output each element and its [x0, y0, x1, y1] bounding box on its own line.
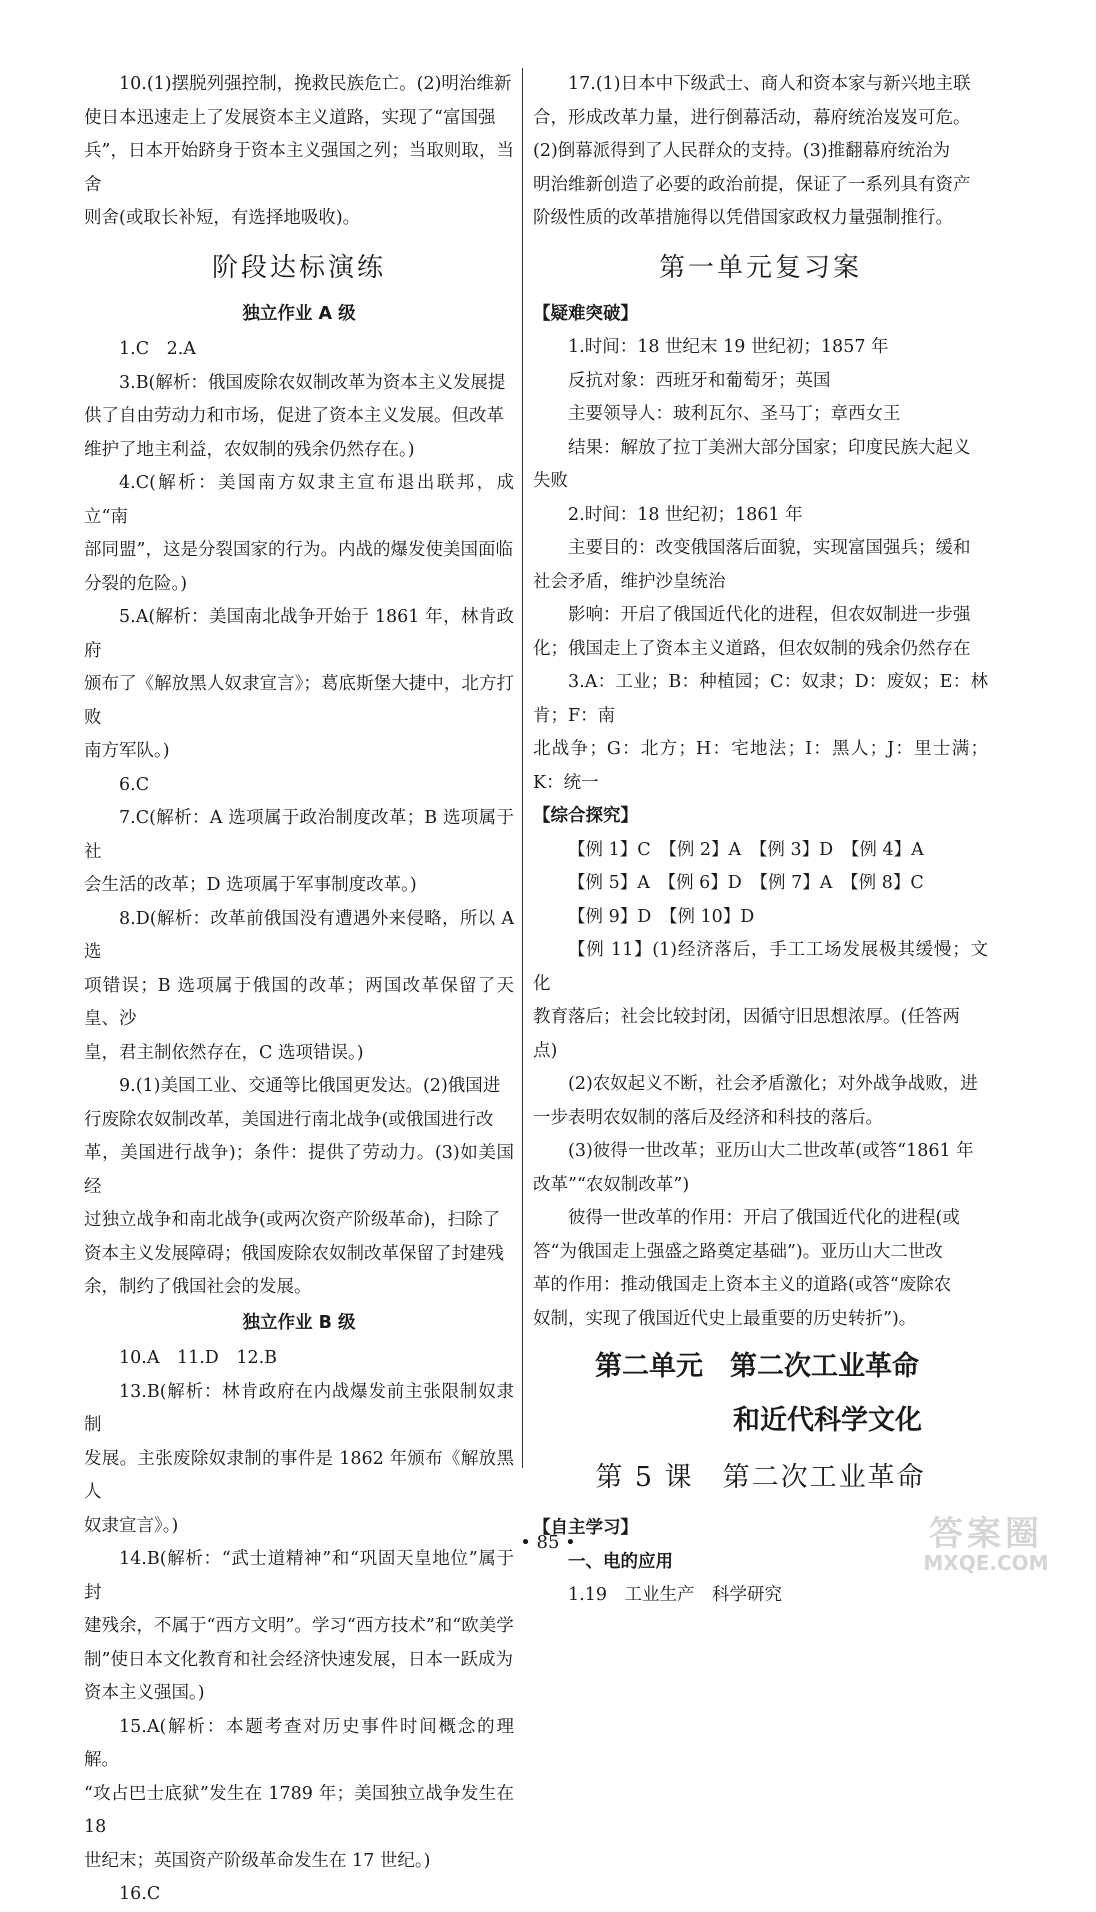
answer-text: 8.D(解析：改革前俄国没有遭遇外来侵略，所以 A 选	[84, 908, 514, 962]
right-column	[533, 68, 988, 1613]
watermark-url: MXQE.COM	[923, 1551, 1049, 1575]
answer-text: 分裂的危险。)	[84, 573, 188, 594]
answer-text: 10.(1)摆脱列强控制，挽救民族危亡。(2)明治维新	[119, 74, 512, 94]
example-row: 【例 5】A 【例 6】D 【例 7】A 【例 8】C	[568, 873, 924, 893]
answer-text: 答“为俄国走上强盛之路奠定基础”)。亚历山大二世改	[533, 1241, 943, 1262]
answer-text: 行废除农奴制改革，美国进行南北战争(或俄国进行改	[84, 1109, 494, 1130]
answer-text: 余，制约了俄国社会的发展。	[84, 1277, 312, 1297]
lesson-title: 第 5 课 第二次工业革命	[595, 1462, 926, 1493]
answer-text: 建残余，不属于“西方文明”。学习“西方技术”和“欧美学	[84, 1616, 514, 1636]
answer-text: 北战争；G：北方；H：宅地法；I：黑人；J：里士满；K：统一	[533, 739, 988, 793]
answer-text: 点)	[533, 1040, 558, 1061]
answer-text: 主要目的：改变俄国落后面貌，实现富国强兵；缓和	[568, 538, 971, 558]
answer-text: “攻占巴士底狱”发生在 1789 年；美国独立战争发生在 18	[84, 1783, 514, 1837]
answer-text: 1.19 工业生产 科学研究	[568, 1585, 782, 1605]
column-divider	[522, 68, 523, 1468]
answer-text: 结果：解放了拉丁美洲大部分国家；印度民族大起义	[568, 437, 971, 458]
answer-text: 奴制，实现了俄国近代史上最重要的历史转折”)。	[533, 1308, 917, 1329]
answer-text: 失败	[533, 471, 568, 491]
answer-text: 颁布了《解放黑人奴隶宣言》；葛底斯堡大捷中，北方打败	[84, 674, 514, 728]
watermark-logo	[896, 1516, 1076, 1578]
answer-text: 资本主义强国。)	[84, 1683, 205, 1703]
answer-text: 14.B(解析：“武士道精神”和“巩固天皇地位”属于封	[84, 1549, 514, 1603]
answer-text: 项错误；B 选项属于俄国的改革；两国改革保留了天皇、沙	[84, 975, 514, 1029]
answer-text: 1.时间：18 世纪末 19 世纪初；1857 年	[568, 337, 889, 357]
answer-text: 维护了地主利益，农奴制的残余仍然存在。)	[84, 439, 415, 460]
answer-text: (3)彼得一世改革；亚历山大二世改革(或答“1861 年	[568, 1141, 974, 1161]
example-row: 【例 9】D 【例 10】D	[568, 906, 755, 927]
answer-text: 13.B(解析：林肯政府在内战爆发前主张限制奴隶制	[84, 1381, 514, 1435]
watermark-text: 答案圈	[929, 1514, 1043, 1554]
answer-text: 革的作用：推动俄国走上资本主义的道路(或答“废除农	[533, 1275, 952, 1295]
unit-title: 第二单元 第二次工业革命	[595, 1351, 919, 1382]
section-title: 阶段达标演练	[211, 252, 386, 283]
answer-text: 3.B(解析：俄国废除农奴制改革为资本主义发展提	[119, 372, 506, 393]
answer-text: 改革”“农奴制改革”)	[533, 1174, 690, 1195]
answer-text: 5.A(解析：美国南北战争开始于 1861 年，林肯政府	[84, 607, 514, 661]
answer-text: 一步表明农奴制的落后及经济和科技的落后。	[533, 1107, 883, 1128]
self-study-tag: 【自主学习】	[533, 1518, 638, 1538]
answer-text: 发展。主张废除奴隶制的事件是 1862 年颁布《解放黑人	[84, 1448, 514, 1502]
answer-text: (2)农奴起义不断，社会矛盾激化；对外战争战败，进	[568, 1074, 978, 1094]
answer-text: 会生活的改革；D 选项属于军事制度改革。)	[84, 875, 417, 895]
answer-text: 皇，君主制依然存在，C 选项错误。)	[84, 1042, 364, 1063]
answer-text: 反抗对象：西班牙和葡萄牙；英国	[568, 370, 831, 391]
answer-text: 2.时间：18 世纪初；1861 年	[568, 504, 803, 525]
answer-text: 则舍(或取长补短，有选择地吸收)。	[84, 208, 361, 228]
answer-text: 南方军队。)	[84, 741, 170, 761]
explore-tag: 【综合探究】	[533, 806, 638, 826]
answer-text: 15.A(解析：本题考查对历史事件时间概念的理解。	[84, 1716, 514, 1770]
answer-text: 影响：开启了俄国近代化的进程，但农奴制进一步强	[568, 605, 971, 625]
example-row: 【例 1】C 【例 2】A 【例 3】D 【例 4】A	[568, 839, 924, 860]
unit-title: 和近代科学文化	[733, 1405, 922, 1436]
answer-text: (2)倒幕派得到了人民群众的支持。(3)推翻幕府统治为	[533, 141, 951, 161]
answer-text: 明治维新创造了必要的政治前提，保证了一系列具有资产	[533, 174, 971, 195]
answer-text: 6.C	[119, 774, 150, 795]
answer-text: 制”使日本文化教育和社会经济快速发展，日本一跃成为	[84, 1649, 513, 1670]
answer-text: 1.C 2.A	[119, 339, 196, 359]
answer-text: 过独立战争和南北战争(或两次资产阶级革命)，扫除了	[84, 1210, 501, 1230]
answer-text: 7.C(解析：A 选项属于政治制度改革；B 选项属于社	[84, 808, 514, 862]
answer-text: 9.(1)美国工业、交通等比俄国更发达。(2)俄国进	[119, 1076, 501, 1096]
answer-text: 【例 11】(1)经济落后，手工工场发展极其缓慢；文化	[533, 940, 988, 994]
answer-text: 世纪末；英国资产阶级革命发生在 17 世纪。)	[84, 1850, 431, 1871]
answer-text: 3.A：工业；B：种植园；C：奴隶；D：废奴；E：林肯；F：南	[533, 672, 988, 726]
answer-text: 资本主义发展障碍；俄国废除农奴制改革保留了封建残	[84, 1243, 504, 1264]
answer-text: 主要领导人：玻利瓦尔、圣马丁；章西女王	[568, 404, 901, 424]
answer-text: 革，美国进行战争)；条件：提供了劳动力。(3)如美国经	[84, 1143, 514, 1197]
subsection-heading: 一、电的应用	[568, 1551, 673, 1572]
answer-text: 使日本迅速走上了发展资本主义道路，实现了“富国强	[84, 107, 496, 128]
answer-text: 教育落后；社会比较封闭，因循守旧思想浓厚。(任答两	[533, 1007, 960, 1027]
review-title: 第一单元复习案	[658, 252, 862, 283]
answer-text: 化；俄国走上了资本主义道路，但农奴制的残余仍然存在	[533, 638, 971, 659]
answer-text: 17.(1)日本中下级武士、商人和资本家与新兴地主联	[568, 74, 971, 94]
answer-text: 4.C(解析：美国南方奴隶主宣布退出联邦，成立“南	[84, 473, 514, 527]
answer-text: 兵”，日本开始跻身于资本主义强国之列；当取则取，当舍	[84, 141, 514, 195]
answer-text: 奴隶宣言》。)	[84, 1515, 179, 1536]
answer-text: 供了自由劳动力和市场，促进了资本主义发展。但改革	[84, 406, 504, 426]
answer-text: 10.A 11.D 12.B	[119, 1348, 278, 1368]
difficulty-tag: 【疑难突破】	[533, 303, 638, 324]
level-b-heading: 独立作业 B 级	[242, 1312, 356, 1333]
answer-text: 16.C	[119, 1884, 161, 1904]
answer-text: 部同盟”，这是分裂国家的行为。内战的爆发使美国面临	[84, 540, 513, 560]
answer-text: 社会矛盾，维护沙皇统治	[533, 571, 726, 592]
level-a-heading: 独立作业 A 级	[242, 303, 356, 324]
page-number: • 85 •	[520, 1532, 576, 1553]
answer-text: 合，形成改革力量，进行倒幕活动，幕府统治岌岌可危。	[533, 107, 971, 128]
answer-text: 彼得一世改革的作用：开启了俄国近代化的进程(或	[568, 1208, 960, 1228]
answer-text: 阶级性质的改革措施得以凭借国家政权力量强制推行。	[533, 208, 953, 228]
left-column	[84, 68, 514, 1912]
